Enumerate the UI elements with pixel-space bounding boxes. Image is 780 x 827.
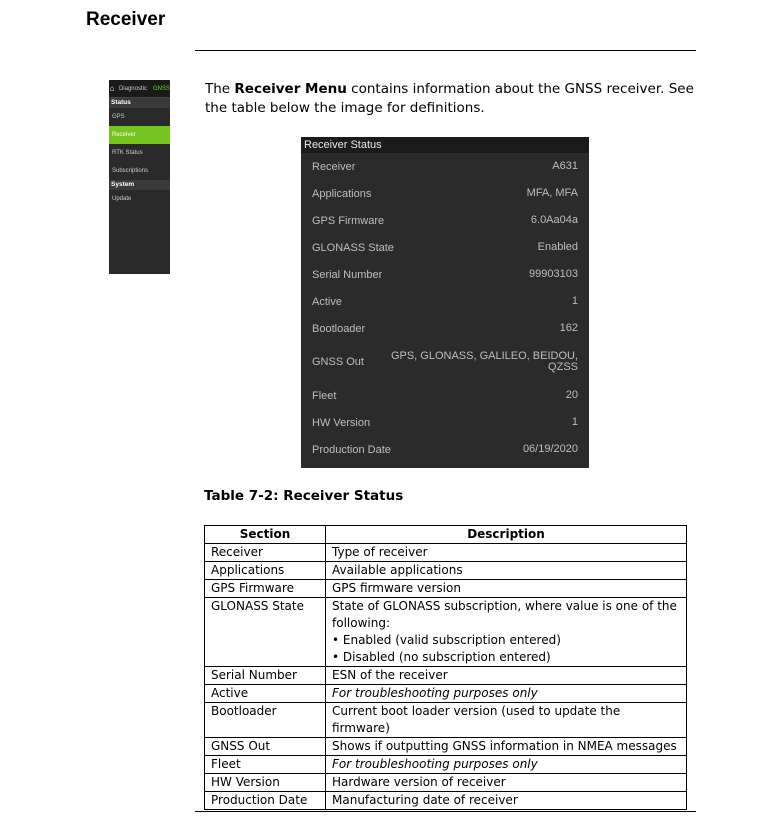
side-menu-screenshot [109,80,170,274]
panel-row-receiver [301,153,589,180]
cell-section: Receiver [205,544,326,562]
panel-label: Bootloader [312,322,366,335]
cell-section: Applications [205,562,326,580]
intro-text-1: The [205,81,235,97]
menu-group-status: Status [109,98,170,108]
table-caption: Table 7-2: Receiver Status [204,488,404,504]
panel-row-fleet [301,382,589,409]
cell-section: Bootloader [205,703,326,738]
cell-section: Production Date [205,792,326,810]
table-row [205,774,687,792]
cell-section: GNSS Out [205,738,326,756]
bottom-divider [195,811,696,812]
panel-row-bootloader [301,315,589,342]
panel-label: Receiver [312,160,356,173]
panel-value: 1 [571,416,578,428]
panel-value: Enabled [537,241,578,253]
intro-text-2: contains information about the GNSS receiver. See the table below the image for definitions. [205,81,694,116]
breadcrumb-diagnostic[interactable]: Diagnostic [118,85,147,92]
table-row [205,580,687,598]
italic-description: For troubleshooting purposes only [332,686,538,700]
table-row [205,703,687,738]
table-row [205,738,687,756]
cell-description [326,685,687,703]
table-header-row [205,526,687,544]
cell-section: Serial Number [205,667,326,685]
panel-label: Fleet [312,389,337,402]
header-description: Description [326,526,687,544]
panel-label: Active [312,295,342,308]
header-section: Section [205,526,326,544]
italic-description: For troubleshooting purposes only [332,757,538,771]
panel-label: GNSS Out [312,356,364,368]
cell-description: GPS firmware version [326,580,687,598]
panel-row-applications [301,180,589,207]
cell-section: GLONASS State [205,598,326,667]
menu-item-update[interactable]: Update [112,196,132,202]
menu-item-gps[interactable]: GPS [112,114,125,120]
panel-label: HW Version [312,416,371,429]
cell-description: Manufacturing date of receiver [326,792,687,810]
definitions-table [204,525,687,810]
panel-label: Production Date [312,443,391,456]
bullet-disabled: • Disabled (no subscription entered) [332,650,551,664]
description-text: State of GLONASS subscription, where value is one of the following: [332,599,677,630]
cell-description: ESN of the receiver [326,667,687,685]
table-row [205,562,687,580]
receiver-status-panel [301,137,589,468]
cell-description [326,756,687,774]
cell-section: Fleet [205,756,326,774]
menu-item-rtk-status[interactable]: RTK Status [112,150,143,156]
breadcrumb-gnss[interactable]: GNSS [152,85,170,92]
panel-row-glonass-state [301,234,589,261]
panel-row-active [301,288,589,315]
cell-description [326,598,687,667]
panel-label: Applications [312,187,372,200]
cell-description: Current boot loader version (used to update the firmware) [326,703,687,738]
table-row [205,544,687,562]
menu-item-subscriptions[interactable]: Subscriptions [112,168,149,174]
table-row [205,792,687,810]
panel-value: 6.0Aa04a [530,214,578,226]
panel-value: GPS, GLONASS, GALILEO, BEIDOU, QZSS [390,350,578,373]
panel-row-production-date [301,436,589,463]
intro-paragraph [205,80,695,118]
cell-description: Available applications [326,562,687,580]
panel-label: GLONASS State [312,241,394,254]
panel-value: 99903103 [529,268,578,280]
panel-value: 20 [565,389,578,401]
top-divider [195,50,696,51]
page-heading: Receiver [86,9,166,30]
cell-section: GPS Firmware [205,580,326,598]
menu-topbar [109,80,170,98]
table-row [205,685,687,703]
bullet-enabled: • Enabled (valid subscription entered) [332,633,561,647]
panel-value: 06/19/2020 [522,443,578,455]
panel-value: 162 [559,322,578,334]
cell-description: Shows if outputting GNSS information in NMEA messages [326,738,687,756]
panel-label: GPS Firmware [312,214,385,227]
panel-value: 1 [571,295,578,307]
panel-label: Serial Number [312,268,383,281]
menu-item-receiver[interactable]: Receiver [109,126,170,144]
home-icon[interactable]: ⌂ [109,84,115,93]
panel-row-gps-firmware [301,207,589,234]
cell-description: Type of receiver [326,544,687,562]
panel-row-hw-version [301,409,589,436]
menu-group-system: System [109,180,170,190]
cell-section: Active [205,685,326,703]
panel-row-serial-number [301,261,589,288]
table-row [205,756,687,774]
panel-value: A631 [552,160,578,172]
table-row [205,598,687,667]
panel-row-gnss-out [301,342,589,382]
intro-bold-term: Receiver Menu [234,81,347,97]
panel-value: MFA, MFA [526,187,578,199]
table-row [205,667,687,685]
cell-description: Hardware version of receiver [326,774,687,792]
panel-title: Receiver Status [301,137,589,153]
cell-section: HW Version [205,774,326,792]
